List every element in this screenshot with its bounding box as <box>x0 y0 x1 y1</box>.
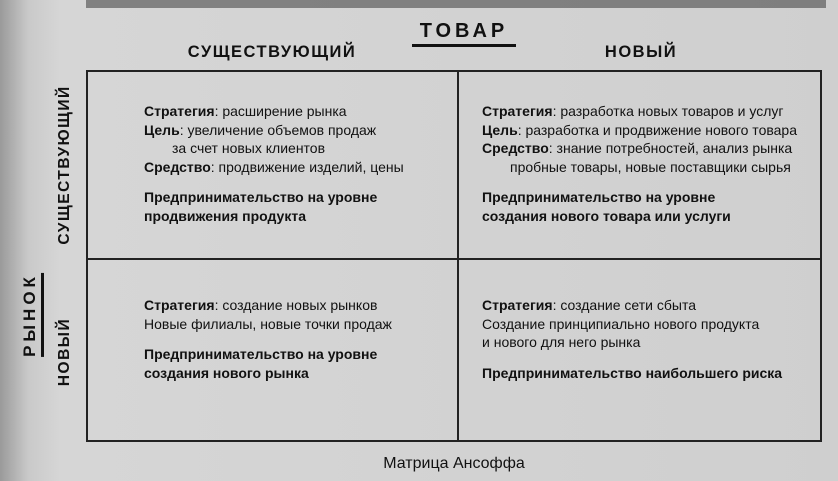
row-header-existing-wrap <box>50 72 80 257</box>
strategy-text: : разработка новых товаров и услуг <box>552 103 784 119</box>
entrepreneurship-level-line1: Предпринимательство на уровне <box>144 346 378 362</box>
column-header-new: НОВЫЙ <box>604 43 678 61</box>
strategy-label: Стратегия <box>482 103 553 119</box>
cell-new-market-new-product <box>482 296 782 382</box>
cell-existing-market-existing-product <box>144 102 404 225</box>
means-text: : знание потребностей, анализ рынка <box>548 140 793 156</box>
entrepreneurship-level-line2: создания нового товара или услуги <box>482 207 731 224</box>
product-axis-title: ТОВАР <box>412 20 516 47</box>
matrix-horizontal-divider <box>88 258 820 260</box>
cell-existing-market-new-product <box>482 102 797 225</box>
means-label: Средство <box>144 158 211 175</box>
goal-label: Цель <box>144 121 180 138</box>
strategy-text: : создание сети сбыта <box>552 297 696 313</box>
figure-caption: Матрица Ансоффа <box>383 455 525 472</box>
row-header-existing: СУЩЕСТВУЮЩИЙ <box>56 84 73 245</box>
entrepreneurship-level-line1: Предпринимательство наибольшего риска <box>482 364 783 381</box>
goal-text: : разработка и продвижение нового товара <box>517 121 797 138</box>
print-bleed-strip <box>86 0 826 8</box>
market-axis-title: РЫНОК <box>20 273 44 357</box>
means-continuation: пробные товары, новые поставщики сырья <box>510 158 791 175</box>
strategy-text: : создание новых рынков <box>214 297 378 313</box>
ansoff-matrix <box>86 70 822 442</box>
cell-new-market-existing-product <box>144 296 392 382</box>
market-axis-title-wrap <box>20 273 44 357</box>
entrepreneurship-level-line2: продвижения продукта <box>144 207 306 224</box>
strategy-label: Стратегия <box>144 103 215 119</box>
strategy-label: Стратегия <box>482 297 553 313</box>
means-label: Средство <box>482 140 549 156</box>
entrepreneurship-level-line1: Предпринимательство на уровне <box>482 189 716 205</box>
goal-label: Цель <box>482 121 518 138</box>
goal-continuation: за счет новых клиентов <box>172 140 326 156</box>
description-line: Новые филиалы, новые точки продаж <box>144 315 392 332</box>
strategy-label: Стратегия <box>144 297 215 313</box>
column-header-existing: СУЩЕСТВУЮЩИЙ <box>187 43 357 61</box>
means-text: : продвижение изделий, цены <box>210 158 404 175</box>
strategy-text: : расширение рынка <box>214 103 347 119</box>
entrepreneurship-level-line2: создания нового рынка <box>144 364 309 381</box>
description-line: Создание принципиально нового продукта <box>482 315 760 332</box>
row-header-new: НОВЫЙ <box>56 317 73 387</box>
entrepreneurship-level-line1: Предпринимательство на уровне <box>144 189 378 205</box>
goal-text: : увеличение объемов продаж <box>179 121 377 138</box>
matrix-vertical-divider <box>457 72 459 440</box>
row-header-new-wrap <box>50 262 80 442</box>
description-line-continuation: и нового для него рынка <box>482 334 641 350</box>
